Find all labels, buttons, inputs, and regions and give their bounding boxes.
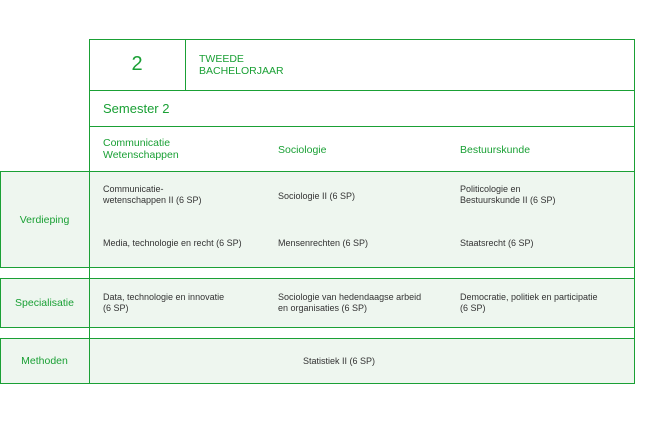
course-line: wetenschappen II (6 SP) <box>103 195 202 205</box>
course-line: Democratie, politiek en participatie <box>460 292 598 302</box>
course-line: Sociologie van hedendaagse arbeid <box>278 292 422 302</box>
course-line: (6 SP) <box>103 303 129 313</box>
course-line: Communicatie- <box>103 184 164 194</box>
year-divider <box>185 39 186 91</box>
course-communicatiewetenschappen-ii <box>103 184 202 206</box>
course-line: en organisaties (6 SP) <box>278 303 368 313</box>
year-title-line2: BACHELORJAAR <box>199 65 284 77</box>
year-number: 2 <box>131 53 143 75</box>
semester-row <box>89 90 635 127</box>
course-democratie-politiek-participatie <box>460 292 598 314</box>
specialisatie-divider <box>89 278 90 328</box>
course-sociologie-ii: Sociologie II (6 SP) <box>278 191 356 201</box>
verdieping-divider <box>89 171 90 268</box>
specialisatie-label: Specialisatie <box>15 297 74 309</box>
course-line: Politicologie en <box>460 184 521 194</box>
methoden-label: Methoden <box>21 355 68 367</box>
year-title-line1: TWEEDE <box>199 53 244 65</box>
course-statistiek-ii: Statistiek II (6 SP) <box>302 356 376 366</box>
course-media-technologie-recht: Media, technologie en recht (6 SP) <box>103 238 242 248</box>
course-staatsrecht: Staatsrecht (6 SP) <box>460 238 534 248</box>
semester-label: Semester 2 <box>103 101 170 116</box>
course-sociologie-arbeid-organisaties <box>278 292 421 314</box>
column-header-line: Communicatie <box>103 137 171 149</box>
verdieping-label: Verdieping <box>19 214 70 226</box>
column-header-line: Wetenschappen <box>103 149 179 161</box>
course-line: Data, technologie en innovatie <box>103 292 225 302</box>
year-title <box>199 53 284 77</box>
course-mensenrechten: Mensenrechten (6 SP) <box>278 238 369 248</box>
course-line: (6 SP) <box>460 303 486 313</box>
column-header-bestuurskunde: Bestuurskunde <box>460 144 531 156</box>
column-header-sociologie: Sociologie <box>278 144 327 156</box>
column-header-communicatie <box>103 137 179 161</box>
course-line: Bestuurskunde II (6 SP) <box>460 195 556 205</box>
course-data-technologie-innovatie <box>103 292 224 314</box>
course-politicologie-bestuurskunde-ii <box>460 184 556 206</box>
